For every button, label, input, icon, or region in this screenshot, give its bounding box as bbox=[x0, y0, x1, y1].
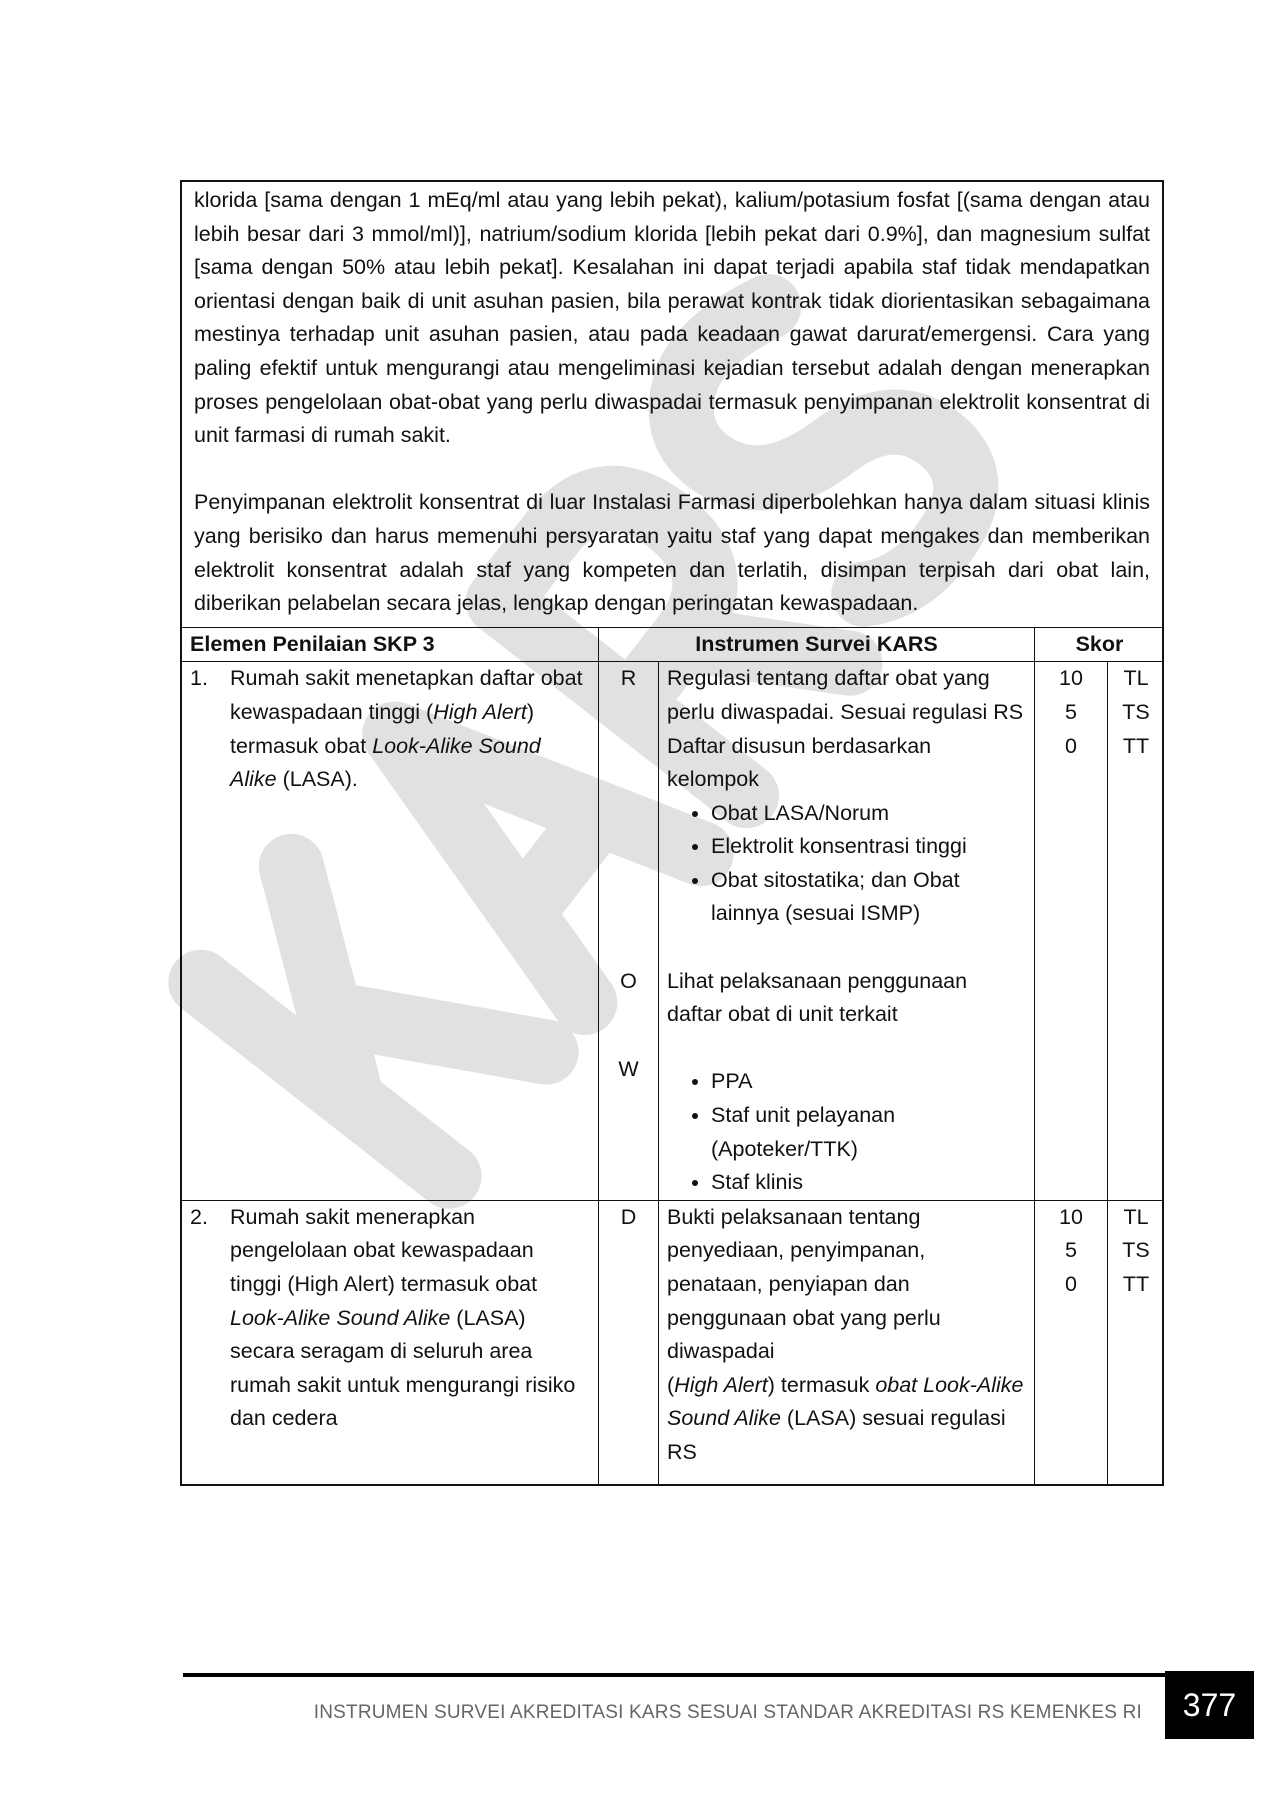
score: 10 bbox=[1059, 666, 1083, 691]
method-cell bbox=[599, 1201, 659, 1484]
instrument-cell bbox=[659, 662, 1035, 1200]
grade-cell bbox=[1108, 662, 1164, 1200]
elemen-text-part: Rumah sakit menerapkan pengelolaan obat kewaspadaan tinggi (High Alert) termasuk obat bbox=[230, 1204, 538, 1296]
document-text-italic: obat Look-Alike Sound Alike bbox=[667, 1372, 1024, 1431]
elemen-text-part: (LASA). bbox=[276, 767, 358, 792]
header-elemen: Elemen Penilaian SKP 3 bbox=[182, 628, 599, 662]
elemen-text-part: Rumah sakit menetapkan daftar obat kewaspadaan tinggi ( bbox=[230, 666, 583, 724]
table-row bbox=[182, 662, 1162, 1201]
elemen-cell bbox=[182, 1201, 599, 1484]
document-text bbox=[667, 1201, 1026, 1470]
method-w: W bbox=[618, 1056, 639, 1081]
list-item: • Obat sitostatika; dan Obat lainnya (sesuai ISMP) bbox=[711, 864, 1026, 931]
document-text-part: (LASA) sesuai regulasi RS bbox=[667, 1406, 1006, 1464]
grade: TS bbox=[1122, 1238, 1150, 1263]
footer-text: INSTRUMEN SURVEI AKREDITASI KARS SESUAI STANDAR AKREDITASI RS KEMENKES RI bbox=[313, 1702, 1142, 1723]
interview-list bbox=[667, 1065, 1026, 1199]
elemen-text bbox=[230, 1201, 590, 1484]
list-item: • Staf unit pelayanan (Apoteker/TTK) bbox=[711, 1099, 1026, 1166]
document-text-part: ) termasuk bbox=[767, 1372, 876, 1397]
score: 5 bbox=[1065, 1238, 1077, 1263]
footer-rule bbox=[183, 1673, 1165, 1677]
grade: TL bbox=[1123, 666, 1149, 691]
intro-paragraph-2: Penyimpanan elektrolit konsentrat di luar Instalasi Farmasi diperbolehkan hanya dalam situasi klinis yang berisiko dan harus memenuhi persyaratan yaitu staf yang dapat mengakes dan memberikan elektrolit konsentrat adalah staf yang kompeten dan terlatih, disimpan terpisah dari obat lain, diberikan pelabelan secara jelas, lengkap dengan peringatan kewaspadaan. bbox=[194, 490, 1150, 616]
header-instrumen: Instrumen Survei KARS bbox=[599, 628, 1035, 662]
score-cell bbox=[1035, 662, 1108, 1200]
score: 10 bbox=[1059, 1204, 1083, 1229]
method-o: O bbox=[620, 968, 637, 993]
grade: TT bbox=[1122, 733, 1150, 758]
list-item: • Staf klinis bbox=[711, 1166, 1026, 1200]
score: 0 bbox=[1065, 733, 1077, 758]
score: 5 bbox=[1065, 699, 1077, 724]
list-item: • PPA bbox=[711, 1065, 1026, 1099]
method-d: D bbox=[620, 1204, 637, 1229]
row-number: 1. bbox=[190, 666, 208, 691]
elemen-text bbox=[230, 662, 590, 1200]
page-number: 377 bbox=[1165, 1671, 1254, 1739]
header-skor: Skor bbox=[1075, 631, 1124, 656]
score-cell bbox=[1035, 1201, 1108, 1484]
elemen-text-part: ) termasuk obat bbox=[230, 699, 534, 758]
instrument-cell bbox=[659, 1201, 1035, 1484]
score: 0 bbox=[1065, 1272, 1077, 1296]
regulation-text: Regulasi tentang daftar obat yang perlu diwaspadai. Sesuai regulasi RS bbox=[667, 666, 1024, 724]
document-text-part: ( bbox=[667, 1372, 675, 1397]
document-text-part: Bukti pelaksanaan tentang penyediaan, penyimpanan, penataan, penyiapan dan penggunaan obat yang perlu diwaspadai bbox=[667, 1204, 941, 1364]
intro-text bbox=[182, 182, 1162, 628]
table-row bbox=[182, 1201, 1162, 1484]
grade: TS bbox=[1122, 699, 1150, 724]
method-cell bbox=[599, 662, 659, 1200]
elemen-text-part: (LASA) secara seragam di seluruh area rumah sakit untuk mengurangi risiko dan cedera bbox=[230, 1305, 576, 1431]
grade-cell bbox=[1108, 1201, 1164, 1484]
elemen-text-italic: Look-Alike Sound Alike bbox=[230, 733, 541, 792]
document-text-italic: High Alert bbox=[674, 1372, 768, 1397]
grade: TT bbox=[1122, 1272, 1150, 1296]
intro-paragraph-1: klorida [sama dengan 1 mEq/ml atau yang lebih pekat), kalium/potasium fosfat [(sama dengan atau lebih besar dari 3 mmol/ml)], natrium/sodium klorida [lebih pekat dari 0.9%], dan magnesium sulfat [sama dengan 50% atau lebih pekat]. Kesalahan ini dapat terjadi apabila staf tidak mendapatkan orientasi dengan baik di unit asuhan pasien, bila perawat kontrak tidak diorientasikan sebagaimana mestinya terhadap unit asuhan pasien, atau pada keadaan gawat darurat/emergensi. Cara yang paling efektif untuk mengurangi atau mengeliminasi kejadian tersebut adalah dengan menerapkan proses pengelolaan obat-obat yang perlu diwaspadai termasuk penyimpanan elektrolit konsentrat di unit farmasi di rumah sakit. bbox=[194, 188, 1150, 448]
group-list bbox=[667, 797, 1026, 931]
grade: TL bbox=[1123, 1204, 1149, 1229]
elemen-text-italic: Look-Alike Sound Alike bbox=[230, 1305, 451, 1330]
row-number: 2. bbox=[190, 1204, 208, 1229]
list-item: • Obat LASA/Norum bbox=[711, 797, 1026, 831]
observation-text: Lihat pelaksanaan penggunaan daftar obat di unit terkait bbox=[667, 968, 968, 1027]
list-basis-text: Daftar disusun berdasarkan kelompok bbox=[667, 733, 932, 792]
table-header bbox=[182, 628, 1162, 663]
elemen-cell bbox=[182, 662, 599, 1200]
list-item: • Elektrolit konsentrasi tinggi bbox=[711, 830, 1026, 864]
elemen-text-italic: High Alert bbox=[433, 699, 527, 724]
assessment-table bbox=[180, 180, 1164, 1486]
method-r: R bbox=[620, 666, 637, 691]
